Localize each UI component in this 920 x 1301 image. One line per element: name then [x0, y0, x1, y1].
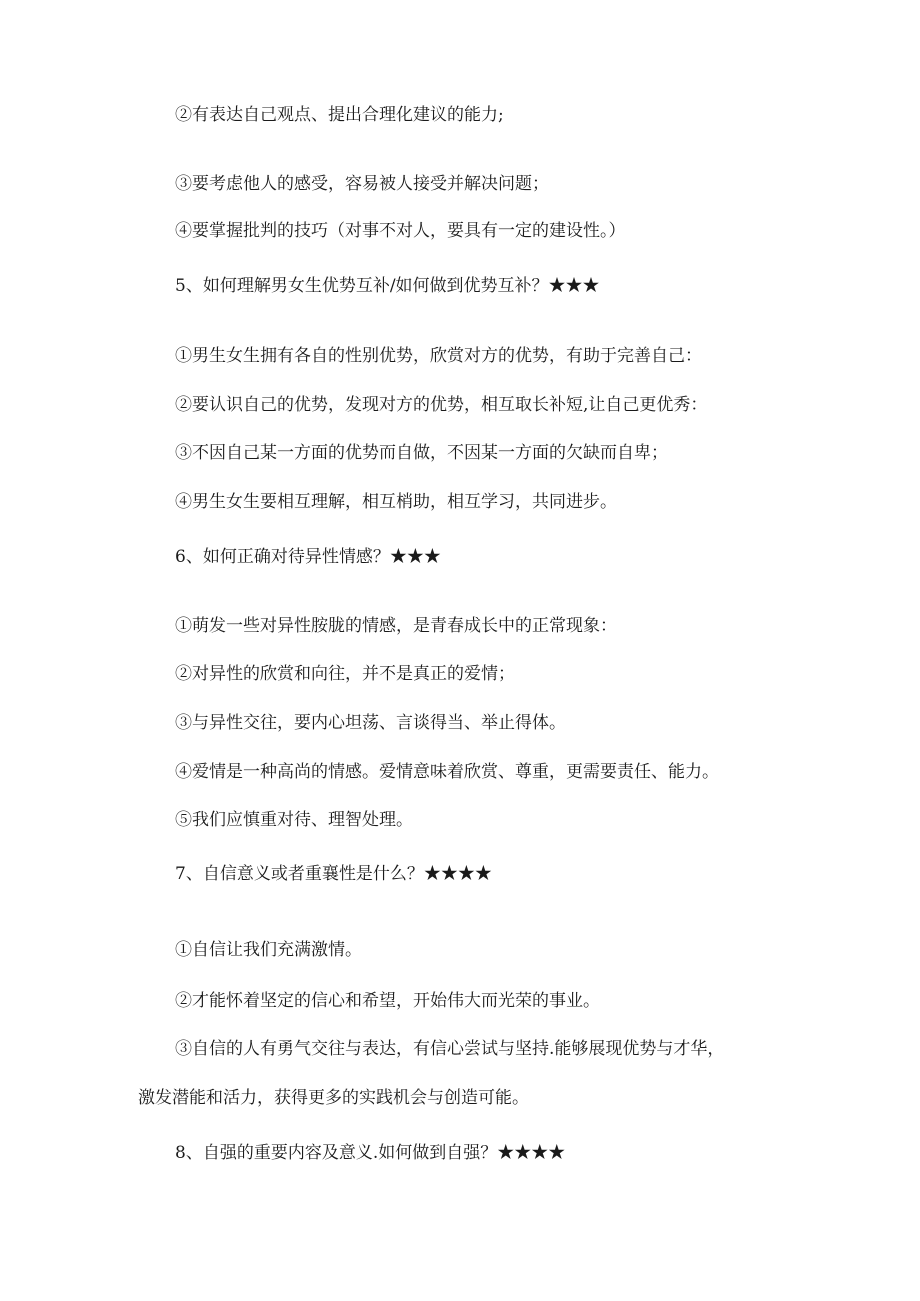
- list-item: ③不因自己某一方面的优势而自做，不因某一方面的欠缺而自卑；: [175, 443, 668, 463]
- list-item: ④男生女生要相互理解，相互梢助，相互学习，共同进步。: [175, 492, 617, 512]
- list-item: ③与异性交往，要内心坦荡、言谈得当、举止得体。: [175, 713, 566, 733]
- question-heading: 5、如何理解男女生优势互补/如何做到优势互补？★★★: [175, 276, 600, 296]
- question-heading: 8、自强的重要内容及意义.如何做到自强？★★★★: [175, 1143, 566, 1163]
- question-heading: 7、自信意义或者重襄性是什么？★★★★: [175, 864, 492, 884]
- list-item: ⑤我们应慎重对待、理智处理。: [175, 810, 413, 830]
- question-heading: 6、如何正确对待异性情感？★★★: [175, 547, 441, 567]
- list-item-continuation: 激发潜能和活力，获得更多的实践机会与创造可能。: [138, 1088, 529, 1108]
- list-item: ②有表达自己观点、提出合理化建议的能力;: [175, 105, 504, 125]
- list-item: ④爱情是一种高尚的情感。爱情意味着欣赏、尊重，更需要责任、能力。: [175, 762, 719, 782]
- list-item: ②要认识自己的优势，发现对方的优势，相互取长补短,让自己更优秀：: [175, 395, 708, 415]
- list-item: ②才能怀着坚定的信心和希望，开始伟大而光荣的事业。: [175, 991, 600, 1011]
- list-item: ④要掌握批判的技巧（对事不对人，要具有一定的建设性。）: [175, 221, 626, 241]
- list-item: ③自信的人有勇气交往与表达，有信心尝试与坚持.能够展现优势与才华，: [175, 1039, 725, 1059]
- list-item: ②对异性的欣赏和向往，并不是真正的爱情；: [175, 664, 515, 684]
- list-item: ①萌发一些对异性胺胧的情感，是青春成长中的正常现象：: [175, 616, 617, 636]
- list-item: ③要考虑他人的感受，容易被人接受并解决问题；: [175, 174, 549, 194]
- list-item: ①自信让我们充满激情。: [175, 940, 362, 960]
- list-item: ①男生女生拥有各自的性别优势，欣赏对方的优势，有助于完善自己：: [175, 346, 702, 366]
